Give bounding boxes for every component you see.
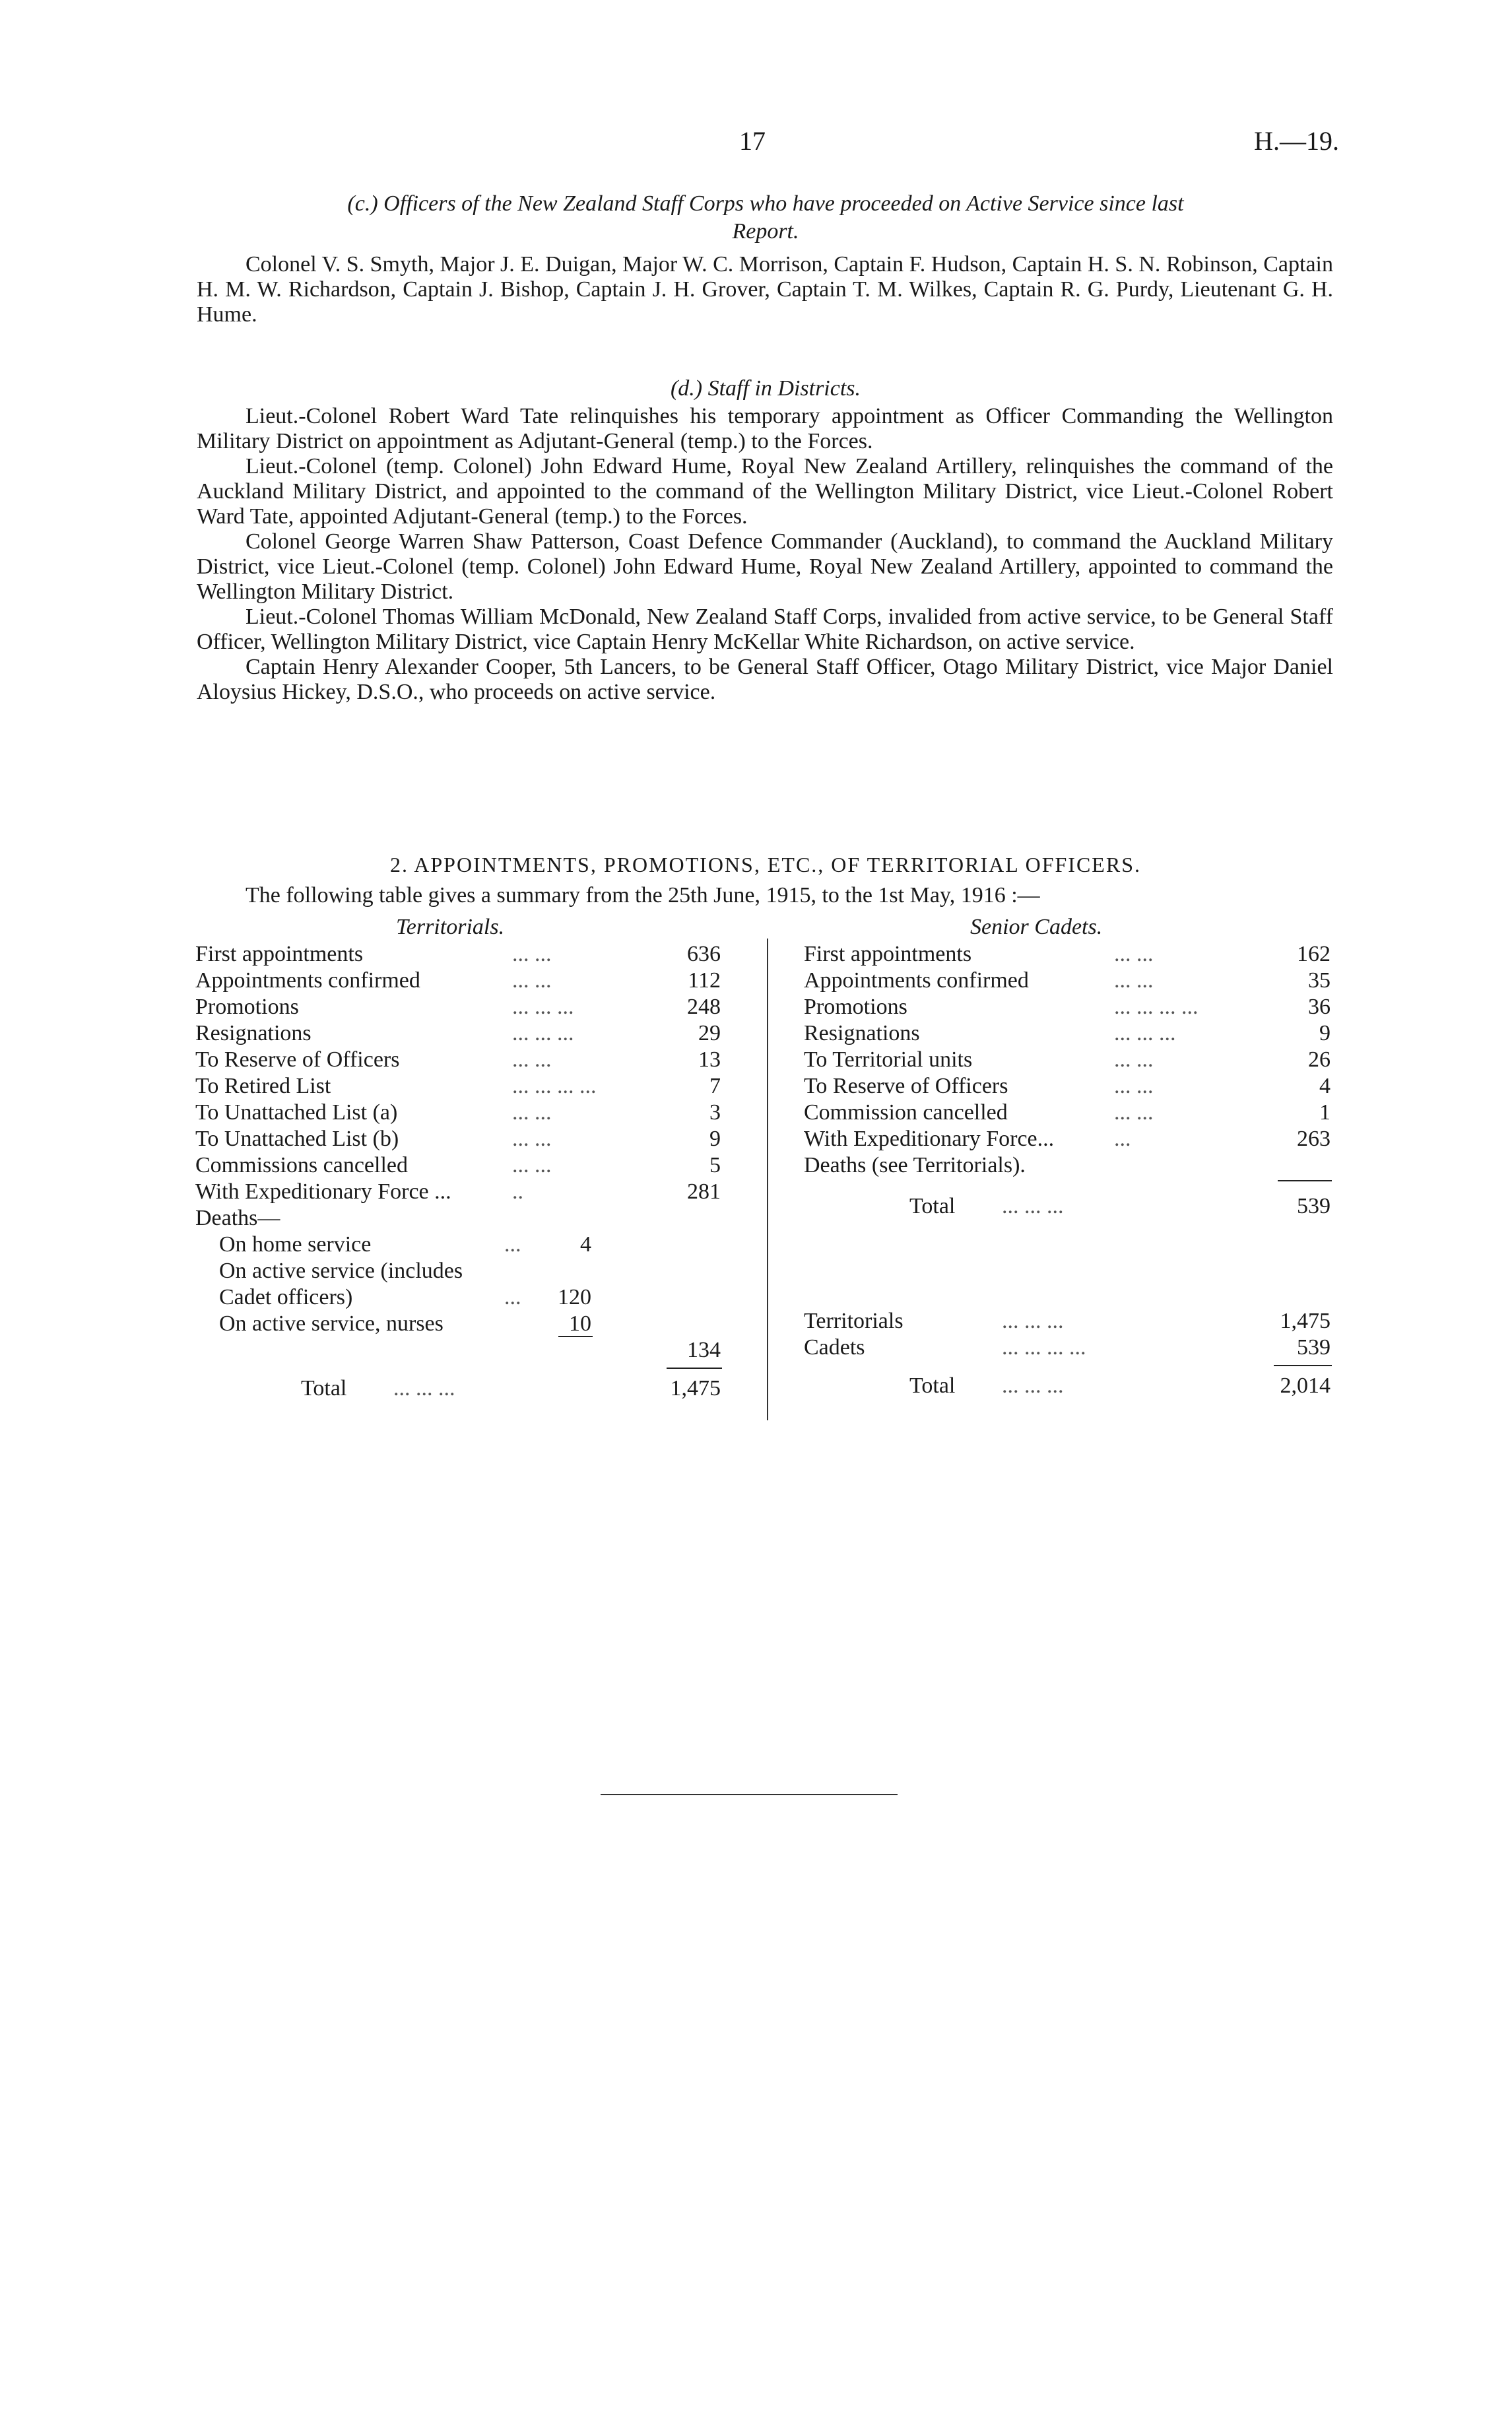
senior-cadets-row-label: Resignations	[804, 1021, 920, 1045]
territorials-row	[195, 1179, 721, 1205]
senior-cadets-row-leader-dots: ... ... ...	[1114, 1021, 1176, 1045]
territorials-row-leader-dots: ..	[512, 1179, 523, 1204]
territorials-row	[195, 1073, 721, 1100]
senior-cadets-grand-total-value: 2,014	[1280, 1373, 1331, 1398]
territorials-row-leader-dots: ... ...	[512, 942, 552, 966]
territorials-row	[195, 1020, 721, 1047]
territorials-row-leader-dots: ... ... ... ...	[512, 1074, 597, 1098]
territorials-death-row	[195, 1284, 591, 1311]
territorials-row-value: 5	[709, 1153, 721, 1177]
territorials-row	[195, 1152, 721, 1179]
territorials-row-value: 9	[709, 1127, 721, 1151]
territorials-deaths-label: Deaths—	[195, 1206, 280, 1230]
senior-cadets-summary-row-leader-dots: ... ... ... ...	[1002, 1335, 1086, 1360]
territorials-row-leader-dots: ... ...	[512, 1047, 552, 1072]
senior-cadets-row	[804, 1152, 1331, 1179]
senior-cadets-row-label: To Reserve of Officers	[804, 1074, 1008, 1098]
territorials-row-label: To Unattached List (b)	[195, 1127, 399, 1151]
senior-cadets-row-label: Appointments confirmed	[804, 968, 1029, 993]
section-c-heading-line2: Report.	[732, 219, 799, 244]
territorials-row	[195, 1126, 721, 1152]
senior-cadets-summary-row-leader-dots: ... ... ...	[1002, 1309, 1064, 1333]
section-c-paragraph: Colonel V. S. Smyth, Major J. E. Duigan, Major W. C. Morrison, Captain F. Hudson, Captain H. S. N. Robinson, Captain H. M. W. Richardson, Captain J. Bishop, Captain J. H. Grover, Captain T. M. Wilkes, Captain R. G. Purdy, Lieutenant G. H. Hume.	[197, 252, 1333, 327]
senior-cadets-total-row	[804, 1193, 1331, 1220]
territorials-death-row	[195, 1232, 591, 1258]
column-divider	[767, 939, 768, 1420]
territorials-death-row-value: 4	[580, 1232, 591, 1257]
senior-cadets-row-value: 9	[1319, 1021, 1331, 1045]
territorials-row	[195, 994, 721, 1020]
territorials-deaths-rule	[558, 1336, 593, 1337]
senior-cadets-row	[804, 1020, 1331, 1047]
senior-cadets-row-label: With Expeditionary Force...	[804, 1127, 1055, 1151]
territorials-row-label: To Reserve of Officers	[195, 1047, 400, 1072]
senior-cadets-subtotal-rule	[1278, 1180, 1332, 1181]
senior-cadets-row	[804, 994, 1331, 1020]
senior-cadets-row-value: 263	[1297, 1127, 1331, 1151]
section-c-heading-line1: (c.) Officers of the New Zealand Staff Corps who have proceeded on Active Service since last	[347, 191, 1184, 216]
territorials-deaths-total: 134	[687, 1338, 721, 1362]
territorials-death-row-value: 120	[558, 1285, 591, 1309]
section-d-paragraph-3: Colonel George Warren Shaw Patterson, Coast Defence Commander (Auckland), to command the Auckland Military District, vice Lieut.-Colonel (temp. Colonel) John Edward Hume, Royal New Zealand Artillery, appointed to command the Wellington Military District.	[197, 529, 1333, 604]
senior-cadets-row-leader-dots: ... ...	[1114, 1100, 1154, 1125]
territorials-death-row-value: 10	[569, 1311, 591, 1336]
senior-cadets-row-value: 36	[1308, 995, 1331, 1019]
senior-cadets-row-leader-dots: ... ...	[1114, 968, 1154, 993]
senior-cadets-row-label: Commission cancelled	[804, 1100, 1008, 1125]
section-d-paragraph-5: Captain Henry Alexander Cooper, 5th Lancers, to be General Staff Officer, Otago Military District, vice Major Daniel Aloysius Hickey, D.S.O., who proceeds on active service.	[197, 655, 1333, 704]
territorials-row-value: 248	[687, 995, 721, 1019]
senior-cadets-summary-row-label: Territorials	[804, 1309, 904, 1333]
territorials-total-label: Total	[301, 1376, 347, 1401]
section-c-body	[197, 252, 1333, 327]
territorials-row-label: To Unattached List (a)	[195, 1100, 398, 1125]
territorials-row-leader-dots: ... ...	[512, 1127, 552, 1151]
senior-cadets-row	[804, 1047, 1331, 1073]
territorials-death-row-label: Cadet officers)	[219, 1285, 353, 1309]
senior-cadets-row-label: Promotions	[804, 995, 907, 1019]
senior-cadets-row-leader-dots: ...	[1114, 1127, 1131, 1151]
territorials-death-row-label: On home service	[219, 1232, 372, 1257]
section-2-intro: The following table gives a summary from the 25th June, 1915, to the 1st May, 1916 :—	[246, 883, 1040, 908]
territorials-death-row	[195, 1258, 591, 1284]
document-reference: H.—19.	[1254, 126, 1339, 156]
territorials-row-label: Commissions cancelled	[195, 1153, 409, 1177]
territorials-row-leader-dots: ... ... ...	[512, 995, 574, 1019]
territorials-row-value: 13	[698, 1047, 721, 1072]
territorials-total-rule	[667, 1368, 722, 1369]
section-d-heading: (d.) Staff in Districts.	[670, 376, 861, 401]
senior-cadets-row	[804, 1073, 1331, 1100]
territorials-row-leader-dots: ... ...	[512, 1100, 552, 1125]
territorials-death-row-leader-dots: ...	[504, 1232, 521, 1257]
end-divider	[601, 1794, 898, 1795]
senior-cadets-summary-row-value: 539	[1297, 1335, 1331, 1360]
senior-cadets-row-leader-dots: ... ...	[1114, 1074, 1154, 1098]
territorials-death-row-label: On active service, nurses	[219, 1311, 444, 1336]
senior-cadets-row-value: 1	[1319, 1100, 1331, 1125]
territorials-total-leader-dots: ... ... ...	[393, 1376, 455, 1401]
territorials-row-label: Resignations	[195, 1021, 312, 1045]
territorials-row-label: Promotions	[195, 995, 299, 1019]
territorials-death-row-leader-dots: ...	[504, 1285, 521, 1309]
territorials-total-row	[195, 1375, 721, 1402]
territorials-row-value: 7	[709, 1074, 721, 1098]
territorials-row-value: 29	[698, 1021, 721, 1045]
section-c-heading	[191, 190, 1340, 246]
page-number: 17	[739, 126, 766, 156]
territorials-row-leader-dots: ... ... ...	[512, 1021, 574, 1045]
senior-cadets-row-value: 4	[1319, 1074, 1331, 1098]
senior-cadets-row	[804, 1100, 1331, 1126]
senior-cadets-row	[804, 1126, 1331, 1152]
senior-cadets-title: Senior Cadets.	[970, 915, 1103, 939]
territorials-row-leader-dots: ... ...	[512, 968, 552, 993]
section-d-paragraph-4: Lieut.-Colonel Thomas William McDonald, New Zealand Staff Corps, invalided from active service, to be General Staff Officer, Wellington Military District, vice Captain Henry McKellar White Richardson, on active service.	[197, 605, 1333, 654]
senior-cadets-grand-total-row	[804, 1373, 1331, 1399]
senior-cadets-grand-total-leader-dots: ... ... ...	[1002, 1373, 1064, 1398]
territorials-row-value: 281	[687, 1179, 721, 1204]
territorials-row-value: 112	[688, 968, 721, 993]
territorials-row	[195, 941, 721, 968]
territorials-row	[195, 1100, 721, 1126]
territorials-row	[195, 968, 721, 994]
section-d-paragraph-2: Lieut.-Colonel (temp. Colonel) John Edward Hume, Royal New Zealand Artillery, relinquishes the command of the Auckland Military District, and appointed to the command of the Wellington Military District, vice Lieut.-Colonel Robert Ward Tate, appointed Adjutant-General (temp.) to the Forces.	[197, 454, 1333, 529]
territorials-total-value: 1,475	[670, 1376, 721, 1401]
senior-cadets-summary-row-label: Cadets	[804, 1335, 865, 1360]
territorials-row-label: To Retired List	[195, 1074, 331, 1098]
senior-cadets-row-label: First appointments	[804, 942, 972, 966]
section-d-body	[197, 404, 1333, 705]
territorials-row-label: First appointments	[195, 942, 364, 966]
senior-cadets-row	[804, 941, 1331, 968]
senior-cadets-row-label: Deaths (see Territorials).	[804, 1153, 1026, 1177]
senior-cadets-row-leader-dots: ... ...	[1114, 942, 1154, 966]
senior-cadets-total-leader-dots: ... ... ...	[1002, 1194, 1064, 1218]
senior-cadets-total-label: Total	[909, 1194, 956, 1218]
senior-cadets-row-leader-dots: ... ...	[1114, 1047, 1154, 1072]
senior-cadets-row-value: 35	[1308, 968, 1331, 993]
territorials-death-row-label: On active service (includes	[219, 1259, 463, 1283]
senior-cadets-total-value: 539	[1297, 1194, 1331, 1218]
senior-cadets-row	[804, 968, 1331, 994]
territorials-row-value: 636	[687, 942, 721, 966]
territorials-row-value: 3	[709, 1100, 721, 1125]
territorials-title: Territorials.	[396, 915, 505, 939]
territorials-row-leader-dots: ... ...	[512, 1153, 552, 1177]
section-d-paragraph-1: Lieut.-Colonel Robert Ward Tate relinquishes his temporary appointment as Officer Commanding the Wellington Military District on appointment as Adjutant-General (temp.) to the Forces.	[197, 404, 1333, 453]
senior-cadets-summary-row	[804, 1308, 1331, 1335]
section-2-heading: 2. APPOINTMENTS, PROMOTIONS, ETC., OF TERRITORIAL OFFICERS.	[390, 853, 1141, 876]
senior-cadets-row-label: To Territorial units	[804, 1047, 973, 1072]
senior-cadets-summary-row-value: 1,475	[1280, 1309, 1331, 1333]
territorials-row	[195, 1047, 721, 1073]
territorials-row-label: Appointments confirmed	[195, 968, 420, 993]
senior-cadets-grand-total-rule	[1274, 1365, 1332, 1366]
territorials-row-label: With Expeditionary Force ...	[195, 1179, 451, 1204]
senior-cadets-summary-row	[804, 1335, 1331, 1361]
senior-cadets-grand-total-label: Total	[909, 1373, 956, 1398]
territorials-death-row	[195, 1311, 591, 1337]
senior-cadets-row-value: 26	[1308, 1047, 1331, 1072]
senior-cadets-row-value: 162	[1297, 942, 1331, 966]
senior-cadets-row-leader-dots: ... ... ... ...	[1114, 995, 1199, 1019]
